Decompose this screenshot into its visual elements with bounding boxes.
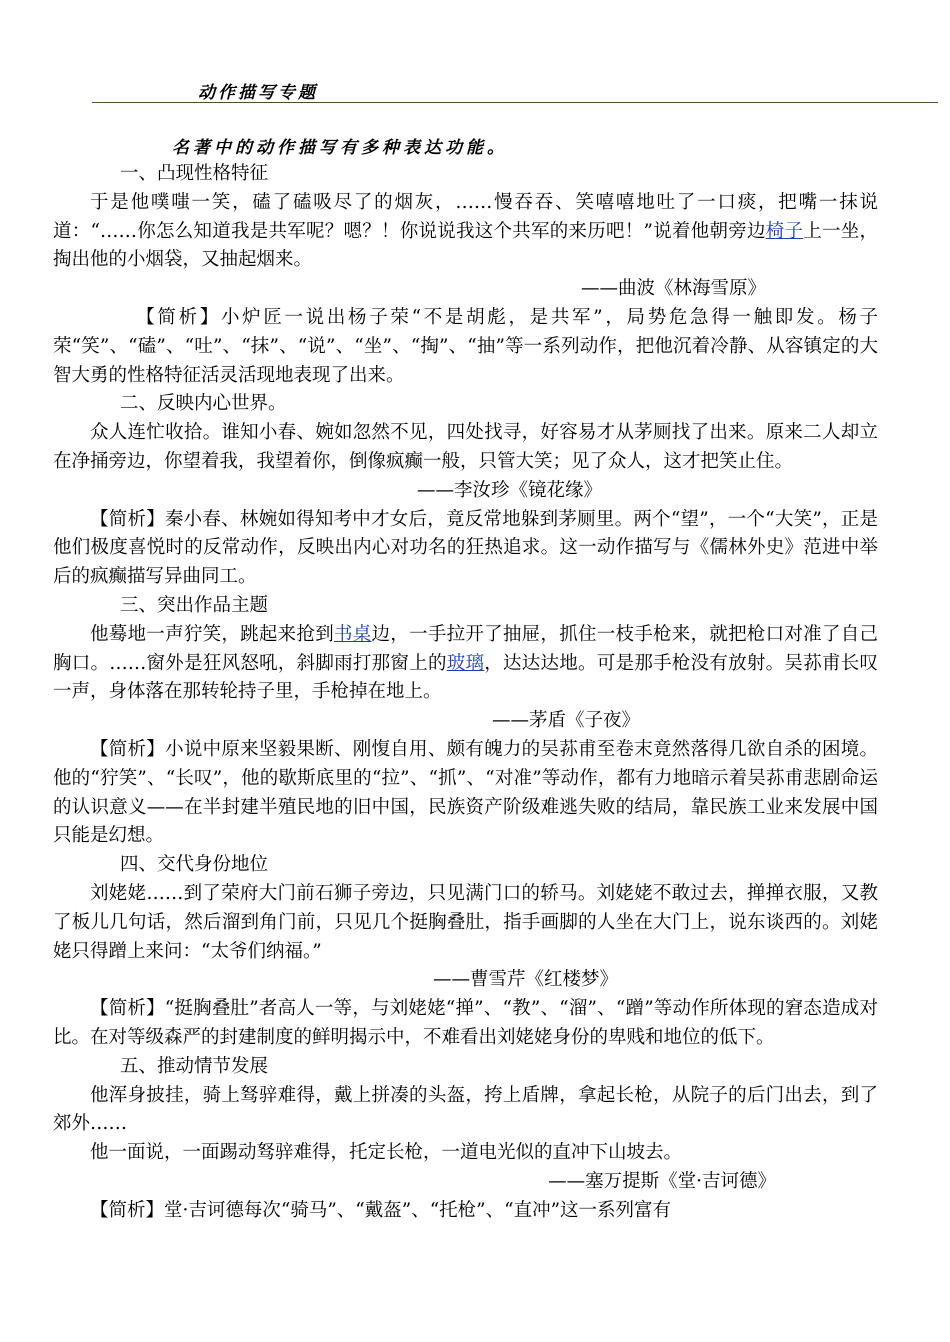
excerpt-paragraph: 刘姥姥……到了荣府大门前石狮子旁边，只见满门口的轿马。刘姥姥不敢过去，掸掸衣服，又教了板儿几句话，然后溜到角门前，只见几个挺胸叠肚，指手画脚的人坐在大门上，说东谈西的。刘姥姥只得蹭上来问：“太爷们纳福。”: [53, 882, 878, 962]
excerpt-source: ——塞万提斯《堂·吉诃德》: [548, 1170, 776, 1192]
section-heading: 二、反映内心世界。: [120, 393, 287, 415]
intro-line: 名著中的动作描写有多种表达功能。: [172, 138, 508, 158]
excerpt-text: 边，一手拉开了抽屉，抓住一枝手枪来，就把枪口对准了自己胸口。……窗外是狂风怒吼，斜脚雨打那窗上的: [53, 623, 878, 674]
excerpt-paragraph: [53, 189, 878, 275]
header-divider: [92, 102, 938, 103]
excerpt-text: ，达达达地。可是那手枪没有放射。吴荪甫长叹一声，身体落在那转轮持子里，手枪掉在地上。: [53, 652, 878, 703]
hyperlink-chair[interactable]: 椅子: [765, 220, 804, 242]
analysis-paragraph: 【简析】秦小春、林婉如得知考中才女后，竟反常地躲到茅厕里。两个“望”，一个“大笑”，正是他们极度喜悦时的反常动作，反映出内心对功名的狂热追求。这一动作描写与《儒林外史》范进中举后的疯癫描写异曲同工。: [53, 508, 878, 588]
analysis-paragraph: 【简析】小说中原来坚毅果断、刚愎自用、颇有魄力的吴荪甫至卷末竟然落得几欲自杀的困境。他的“狞笑”、“长叹”，他的歇斯底里的“拉”、“抓”、“对准”等动作，都有力地暗示着吴荪甫悲剧命运的认识意义——在半封建半殖民地的旧中国，民族资产阶级难逃失败的结局，靠民族工业来发展中国只能是幻想。: [53, 738, 878, 847]
analysis-paragraph: 【简析】堂·吉诃德每次“骑马”、“戴盔”、“托枪”、“直冲”这一系列富有: [90, 1199, 672, 1221]
excerpt-text: 他蓦地一声狞笑，跳起来抢到: [90, 623, 334, 645]
hyperlink-desk[interactable]: 书桌: [333, 623, 372, 645]
excerpt-text: 上一坐，掏出他的小烟袋，又抽起烟来。: [53, 220, 878, 271]
analysis-paragraph: 【简析】“挺胸叠肚”者高人一等，与刘姥姥“掸”、“教”、“溜”、“蹭”等动作所体现的窘态造成对比。在对等级森严的封建制度的鲜明揭示中，不难看出刘姥姥身份的卑贱和地位的低下。: [53, 998, 878, 1048]
analysis-paragraph: 【简析】小炉匠一说出杨子荣“不是胡彪，是共军”，局势危急得一触即发。杨子荣“笑”、“磕”、“吐”、“抹”、“说”、“坐”、“掏”、“抽”等一系列动作，把他沉着冷静、从容镇定的大智大勇的性格特征活灵活现地表现了出来。: [53, 306, 878, 386]
section-heading: 一、凸现性格特征: [120, 163, 269, 184]
document-header-title: 动作描写专题: [198, 83, 318, 103]
excerpt-text: 于是他噗嗤一笑，磕了磕吸尽了的烟灰，……慢吞吞、笑嘻嘻地吐了一口痰，把嘴一抹说道：“……你怎么知道我是共军呢？嗯？！你说说我这个共军的来历吧！”说着他朝旁边: [53, 191, 878, 242]
section-heading: 四、交代身份地位: [120, 854, 269, 876]
excerpt-paragraph: 众人连忙收拾。谁知小春、婉如忽然不见，四处找寻，好容易才从茅厕找了出来。原来二人却立在净捅旁边，你望着我，我望着你，倒像疯癫一般，只管大笑；见了众人，这才把笑止住。: [53, 422, 878, 472]
excerpt-paragraph: 他浑身披挂，骑上驽骍难得，戴上拼凑的头盔，挎上盾牌，拿起长枪，从院子的后门出去，到了郊外……: [53, 1084, 878, 1135]
document-body: [53, 160, 878, 1225]
excerpt-source: ——曲波《林海雪原》: [580, 278, 766, 300]
excerpt-source: ——李汝珍《镜花缘》: [416, 479, 602, 501]
excerpt-source: ——曹雪芹《红楼梦》: [432, 969, 618, 991]
hyperlink-glass[interactable]: 玻璃: [446, 652, 485, 674]
excerpt-paragraph: 他一面说，一面踢动驽骍难得，托定长枪，一道电光似的直冲下山坡去。: [90, 1142, 683, 1164]
section-heading: 三、突出作品主题: [120, 594, 269, 616]
section-heading: 五、推动情节发展: [120, 1055, 269, 1077]
excerpt-source: ——茅盾《子夜》: [491, 710, 640, 732]
excerpt-paragraph: [53, 621, 878, 707]
